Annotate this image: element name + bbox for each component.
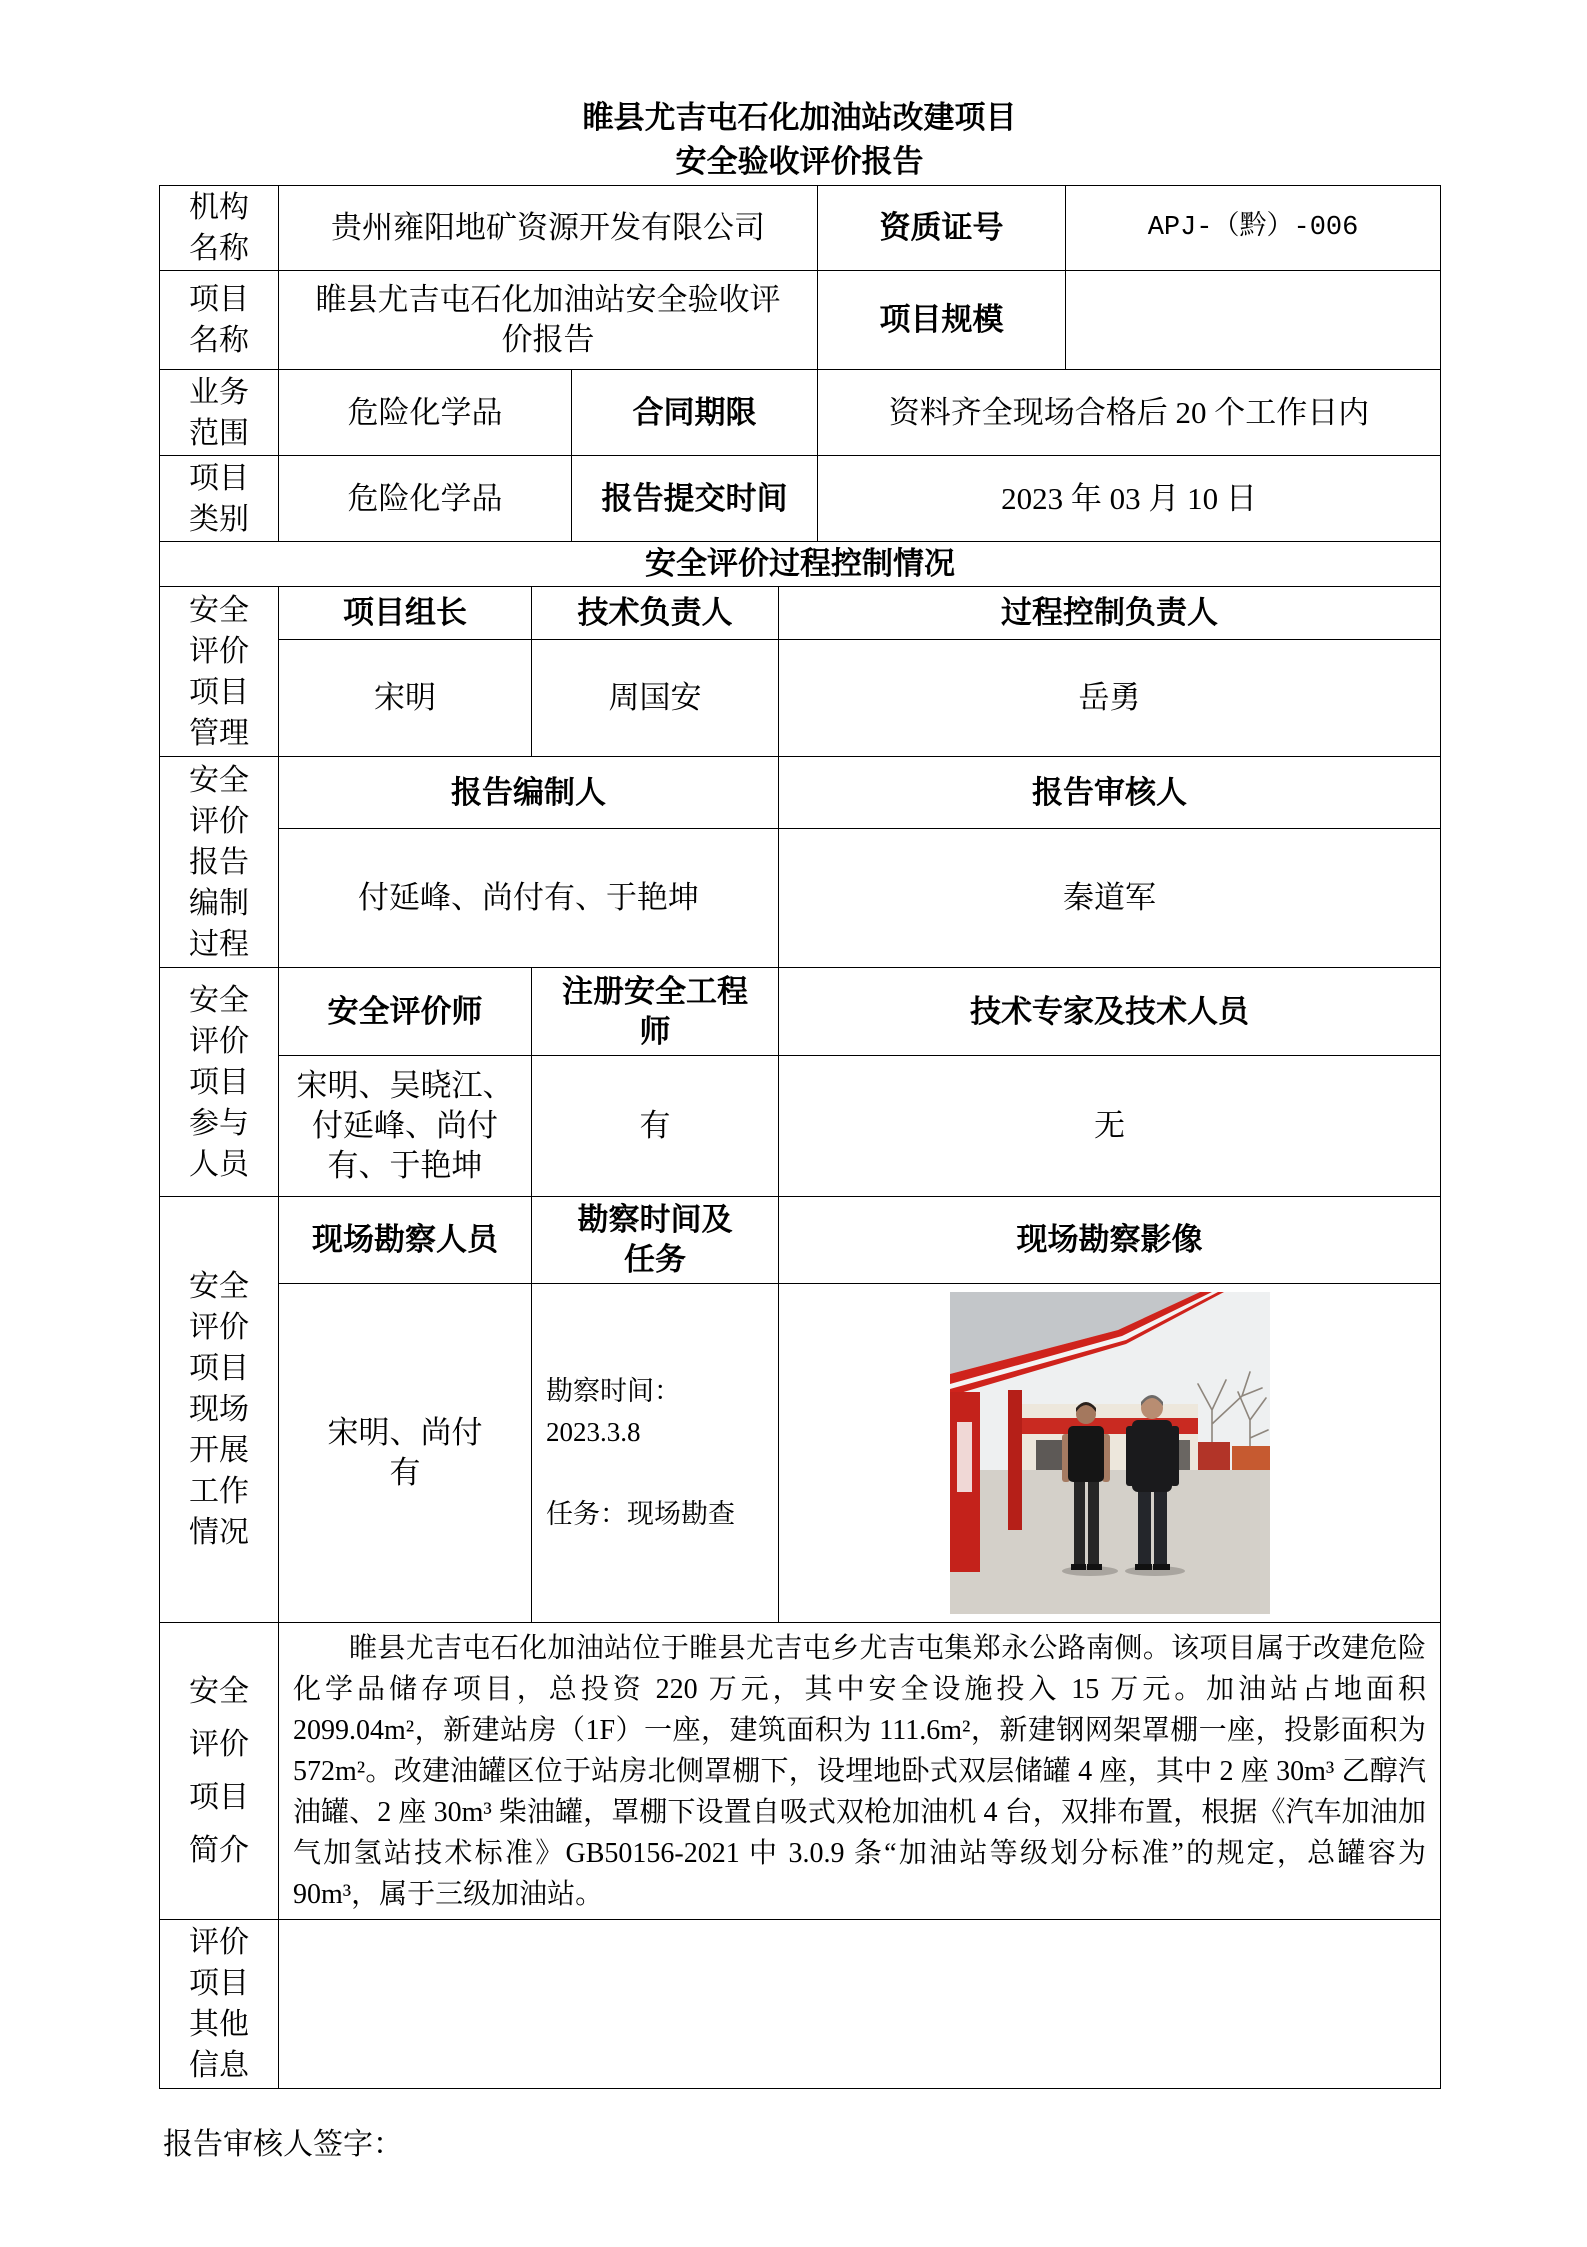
evaluation-form-table: [159, 185, 1441, 2089]
project-summary-text: 睢县尤吉屯石化加油站位于睢县尤吉屯乡尤吉屯集郑永公路南侧。该项目属于改建危险化学品储存项目，总投资 220 万元，其中安全设施投入 15 万元。加油站占地面积 2099.04m²，新建站房（1F）一座，建筑面积为 111.6m²，新建钢网架罩棚一座，投影面积为 572m²。改建油罐区位于站房北侧罩棚下，设埋地卧式双层储罐 4 座，其中 2 座 30m³ 乙醇汽油罐、2 座 30m³ 柴油罐，罩棚下设置自吸式双枪加油机 4 台，双排布置，根据《汽车加油加气加氢站技术标准》GB50156-2021 中 3.0.9 条“加油站等级划分标准”的规定，总罐容为 90m³，属于三级加油站。: [279, 1623, 1441, 1920]
submit-time-label: 报告提交时间: [572, 456, 818, 542]
survey-time-text: 勘察时间：2023.3.8: [546, 1376, 681, 1447]
org-name-label-cell: [160, 186, 279, 271]
summary-label-cell: [160, 1623, 279, 1920]
header-site-survey-image: 现场勘察影像: [779, 1197, 1441, 1284]
other-info-value: [279, 1920, 1441, 2089]
project-name-value: 睢县尤吉屯石化加油站安全验收评价报告: [279, 271, 818, 370]
project-category-label-cell: [160, 456, 279, 542]
other-info-label-cell: [160, 1920, 279, 2089]
project-leader-value: 宋明: [279, 640, 532, 757]
row-participants-values: [160, 1056, 1441, 1197]
safety-evaluator-value: 宋明、吴晓江、付延峰、尚付有、于艳坤: [279, 1056, 532, 1197]
row-org-name: [160, 186, 1441, 271]
qualification-no-label: 资质证号: [818, 186, 1066, 271]
report-prep-label-cell: [160, 757, 279, 968]
row-management-values: [160, 640, 1441, 757]
other-info-label: 评价项目其他信息: [189, 1926, 249, 2082]
site-survey-photo: [950, 1292, 1270, 1614]
submit-time-value: 2023 年 03 月 10 日: [818, 456, 1441, 542]
management-label-cell: [160, 587, 279, 757]
contract-period-value: 资料齐全现场合格后 20 个工作日内: [818, 370, 1441, 456]
header-process-control-lead: 过程控制负责人: [779, 587, 1441, 640]
site-work-label-cell: [160, 1197, 279, 1623]
header-safety-evaluator: 安全评价师: [279, 968, 532, 1056]
row-project-name: [160, 271, 1441, 370]
site-surveyors-value: 宋明、尚付有: [279, 1284, 532, 1623]
header-project-leader: 项目组长: [279, 587, 532, 640]
report-prep-label: 安全评价报告编制过程: [189, 763, 249, 961]
report-title-line1: 睢县尤吉屯石化加油站改建项目: [582, 100, 1017, 135]
org-name-label: 机构名称: [189, 191, 249, 265]
photo-ground: [950, 1470, 1270, 1614]
process-control-section-title: 安全评价过程控制情况: [160, 542, 1441, 587]
row-participants-header: [160, 968, 1441, 1056]
row-management-header: [160, 587, 1441, 640]
header-site-surveyors: 现场勘察人员: [279, 1197, 532, 1284]
participants-label-cell: [160, 968, 279, 1197]
row-business-scope: [160, 370, 1441, 456]
report-author-value: 付延峰、尚付有、于艳坤: [279, 829, 779, 968]
project-name-label-cell: [160, 271, 279, 370]
registered-safety-engineer-value: 有: [532, 1056, 779, 1197]
survey-time-task-cell: [532, 1284, 779, 1623]
header-technical-experts: 技术专家及技术人员: [779, 968, 1441, 1056]
site-work-label: 安全评价项目现场开展工作情况: [189, 1270, 249, 1549]
header-report-reviewer: 报告审核人: [779, 757, 1441, 829]
management-label: 安全评价项目管理: [189, 593, 249, 750]
summary-label: 安全评价项目简介: [189, 1675, 249, 1867]
business-scope-value: 危险化学品: [279, 370, 572, 456]
header-survey-time-task: 勘察时间及任务: [532, 1197, 779, 1284]
survey-task-text: 任务：现场勘查: [546, 1499, 735, 1529]
project-scale-label: 项目规模: [818, 271, 1066, 370]
qualification-no-value: APJ-（黔）-006: [1066, 186, 1441, 271]
org-name-value: 贵州雍阳地矿资源开发有限公司: [279, 186, 818, 271]
row-section-title: [160, 542, 1441, 587]
row-summary: [160, 1623, 1441, 1920]
business-scope-label: 业务范围: [189, 375, 249, 450]
participants-label: 安全评价项目参与人员: [189, 983, 249, 1181]
technical-lead-value: 周国安: [532, 640, 779, 757]
project-name-label: 项目名称: [189, 283, 249, 357]
report-title-line2: 安全验收评价报告: [675, 144, 924, 179]
process-control-lead-value: 岳勇: [779, 640, 1441, 757]
header-technical-lead: 技术负责人: [532, 587, 779, 640]
header-report-author: 报告编制人: [279, 757, 779, 829]
project-scale-value: [1066, 271, 1441, 370]
row-report-prep-values: [160, 829, 1441, 968]
contract-period-label: 合同期限: [572, 370, 818, 456]
header-registered-safety-engineer: 注册安全工程师: [532, 968, 779, 1056]
technical-experts-value: 无: [779, 1056, 1441, 1197]
site-survey-image-cell: [779, 1284, 1441, 1623]
row-project-category: [160, 456, 1441, 542]
row-other-info: [160, 1920, 1441, 2089]
report-reviewer-value: 秦道军: [779, 829, 1441, 968]
reviewer-signature-label: 报告审核人签字：: [163, 2128, 403, 2161]
row-site-work-values: [160, 1284, 1441, 1623]
photo-trucks: [1198, 1442, 1270, 1470]
row-report-prep-header: [160, 757, 1441, 829]
project-category-label: 项目类别: [189, 461, 249, 536]
project-category-value: 危险化学品: [279, 456, 572, 542]
business-scope-label-cell: [160, 370, 279, 456]
row-site-work-header: [160, 1197, 1441, 1284]
